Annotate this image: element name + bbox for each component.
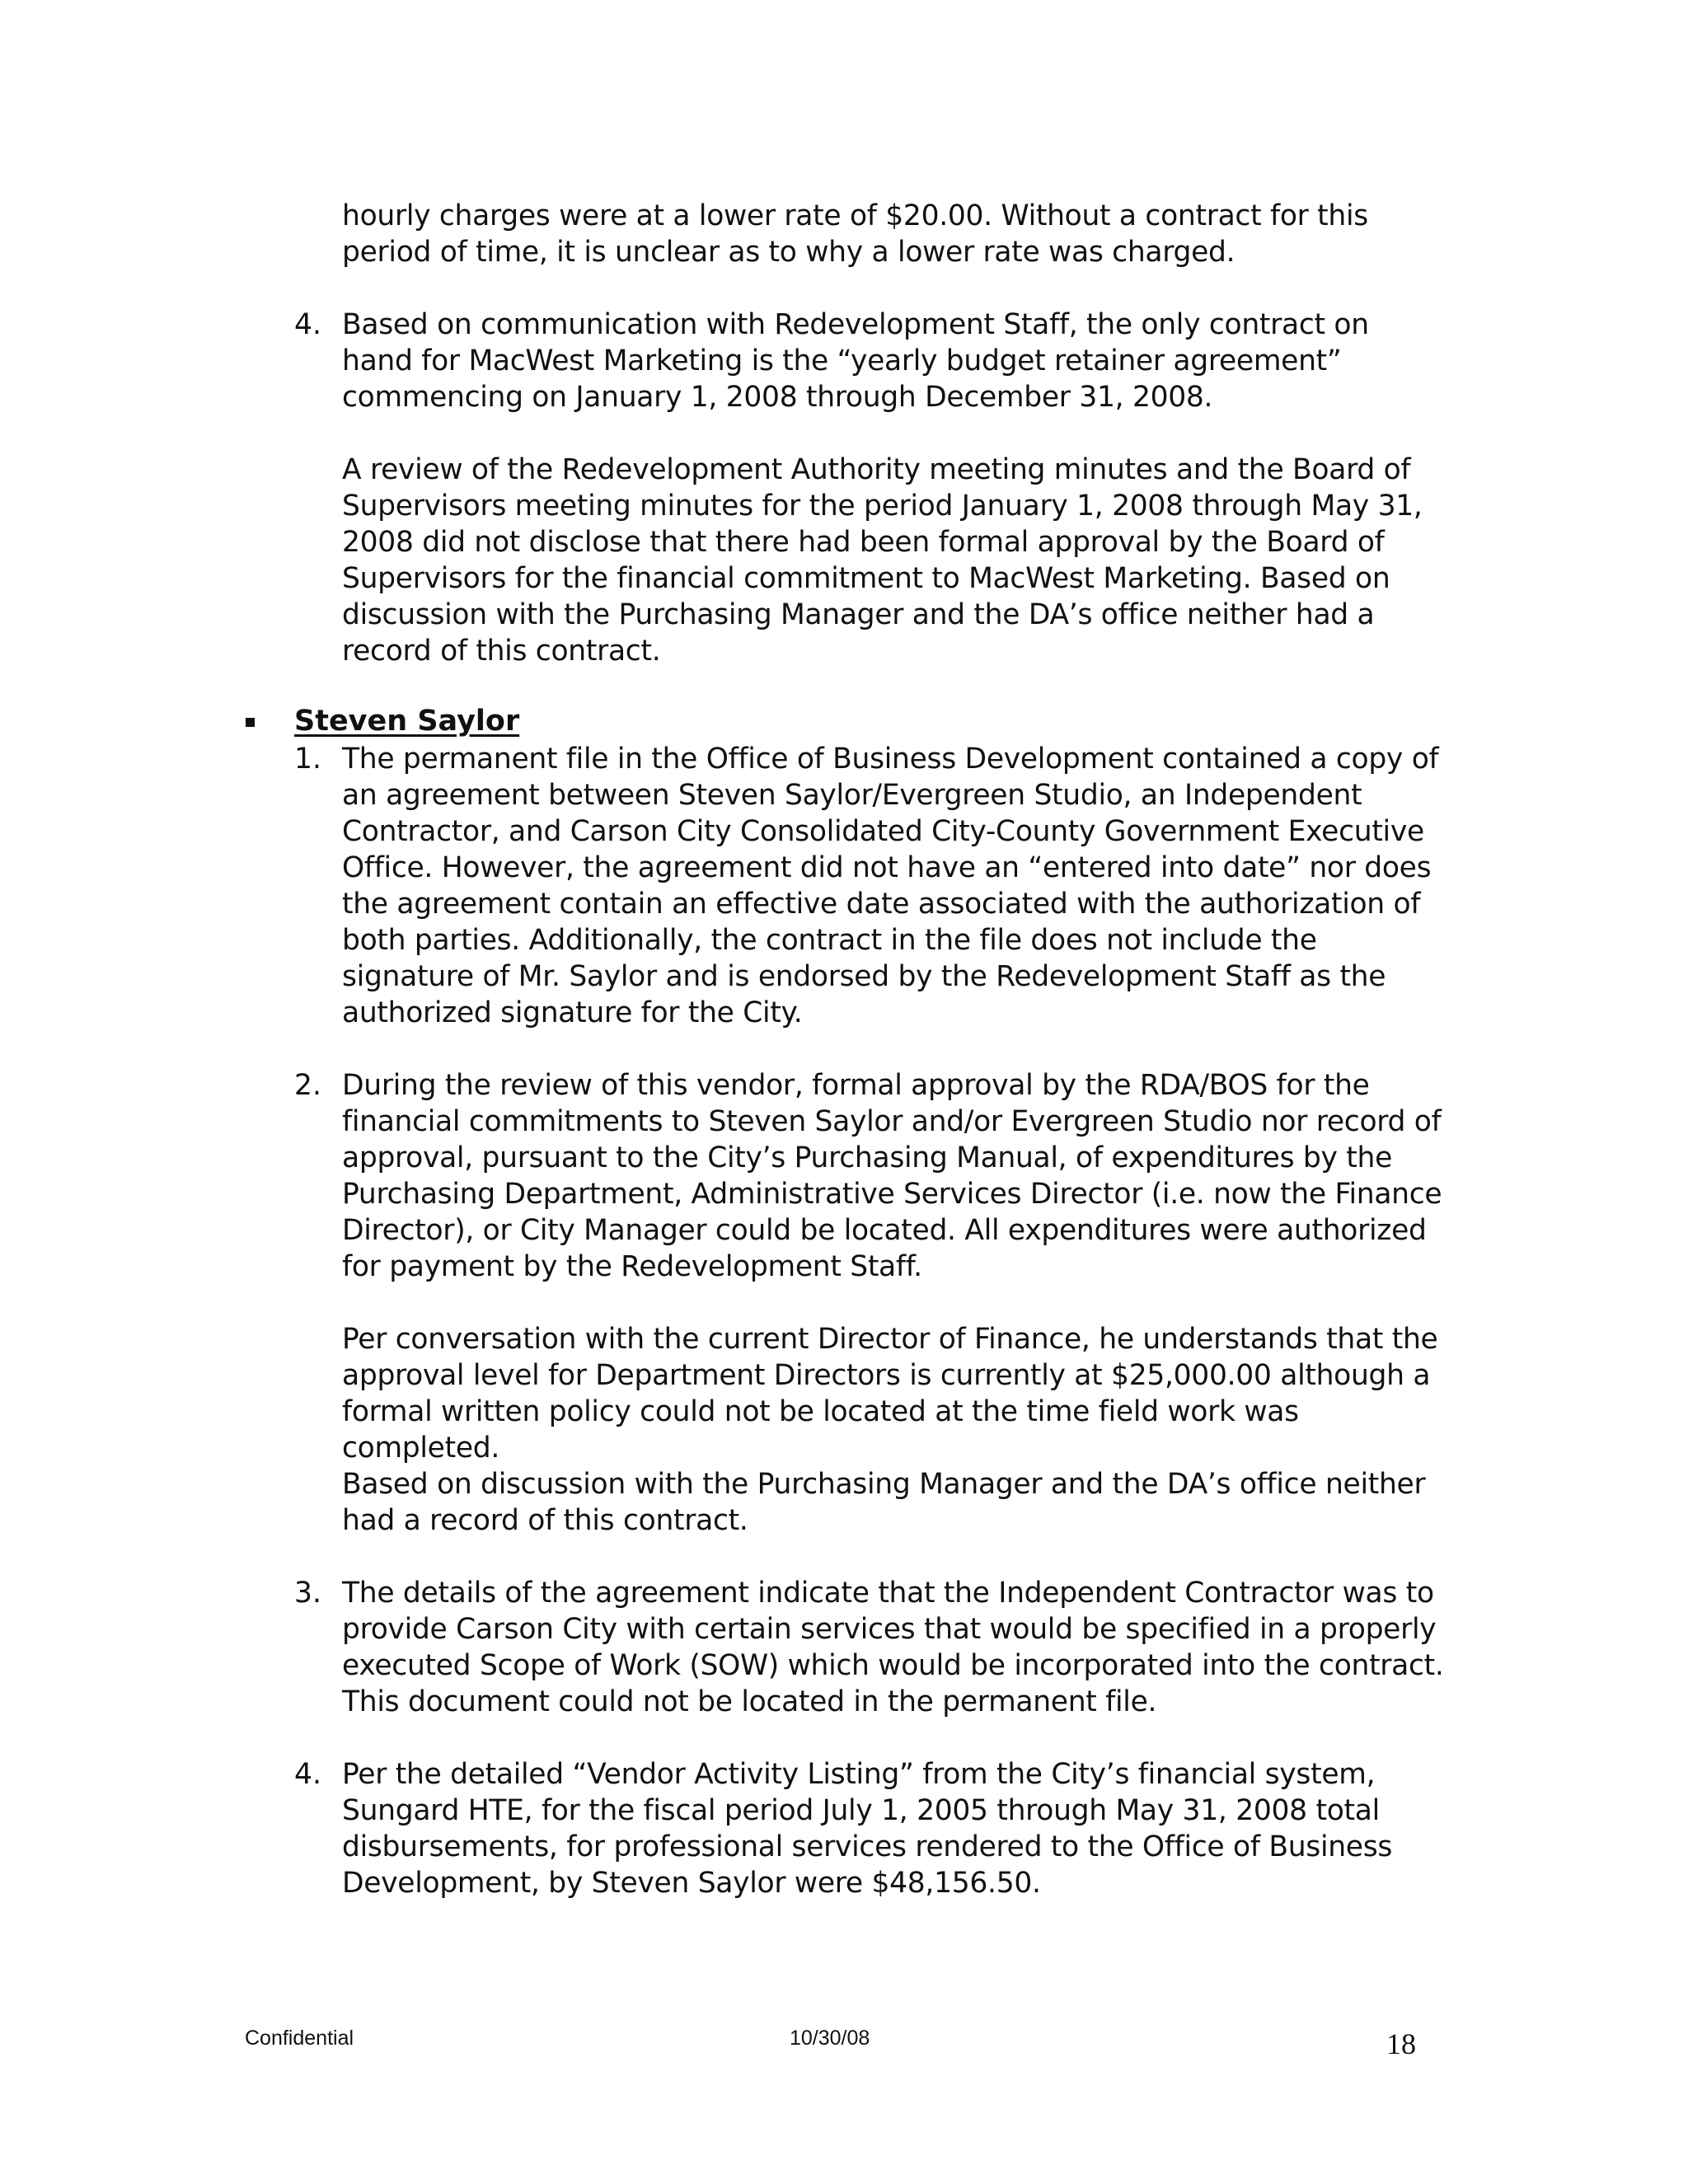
saylor-item-3-text: The details of the agreement indicate that the Independent Contractor was to provide Carson City with certain services that would be specified in a properly executed Scope of Work (SOW) which would be incorporated into the contract. This document could not be located in the permanent file. (342, 1577, 1444, 1718)
saylor-item-2-text: During the review of this vendor, formal approval by the RDA/BOS for the financial commitments to Steven Saylor and/or Evergreen Studio nor record of approval, pursuant to the City’s Purchasing Manual, of expenditures by the Purchasing Department, Administrative Services Director (i.e. now the Finance Director), or City Manager could be located. All expenditures were authorized for payment by the Redevelopment Staff. (342, 1069, 1442, 1283)
saylor-item-1-text: The permanent file in the Office of Business Development contained a copy of an agreement between Steven Saylor/Evergreen Studio, an Independent Contractor, and Carson City Consolidated City-County Government Executive Office. However, the agreement did not have an “entered into date” nor does the agreement contain an effective date associated with the authorization of both parties. Additionally, the contract in the file does not include the signature of Mr. Saylor and is endorsed by the Redevelopment Staff as the authorized signature for the City. (342, 743, 1439, 1029)
macwest-item-4-number: 4. (294, 308, 321, 341)
macwest-item-4-text: Based on communication with Redevelopment Staff, the only contract on hand for MacWest Marketing is the “yearly budget retainer agreement” commencing on January 1, 2008 through December 31, 2008. (342, 308, 1369, 414)
intro-paragraph: hourly charges were at a lower rate of $20.00. Without a contract for this period of time, it is unclear as to why a lower rate was charged. (342, 199, 1368, 269)
saylor-item-1-number: 1. (294, 743, 321, 776)
saylor-item-2-followup-1: Per conversation with the current Director of Finance, he understands that the approval level for Department Directors is currently at $25,000.00 although a formal written policy could not be located at the time field work was completed. (342, 1323, 1438, 1465)
macwest-item-4-followup: A review of the Redevelopment Authority meeting minutes and the Board of Supervisors meeting minutes for the period January 1, 2008 through May 31, 2008 did not disclose that there had been formal approval by the Board of Supervisors for the financial commitment to MacWest Marketing. Based on discussion with the Purchasing Manager and the DA’s office neither had a record of this contract. (342, 453, 1423, 668)
saylor-item-4-number: 4. (294, 1758, 321, 1791)
bullet-square (246, 718, 255, 727)
saylor-item-2-number: 2. (294, 1069, 321, 1102)
footer-date: 10/30/08 (790, 2027, 870, 2050)
saylor-item-4-text: Per the detailed “Vendor Activity Listing” from the City’s financial system, Sungard HTE, for the fiscal period July 1, 2005 through May 31, 2008 total disbursements, for professional services rendered to the Office of Business Development, by Steven Saylor were $48,156.50. (342, 1758, 1393, 1900)
saylor-item-2-followup-2: Based on discussion with the Purchasing Manager and the DA’s office neither had a record of this contract. (342, 1468, 1426, 1537)
saylor-item-3-number: 3. (294, 1577, 321, 1610)
page-number: 18 (1386, 2027, 1416, 2060)
section-heading-steven-saylor: Steven Saylor (294, 705, 520, 738)
footer-confidential: Confidential (245, 2027, 354, 2050)
